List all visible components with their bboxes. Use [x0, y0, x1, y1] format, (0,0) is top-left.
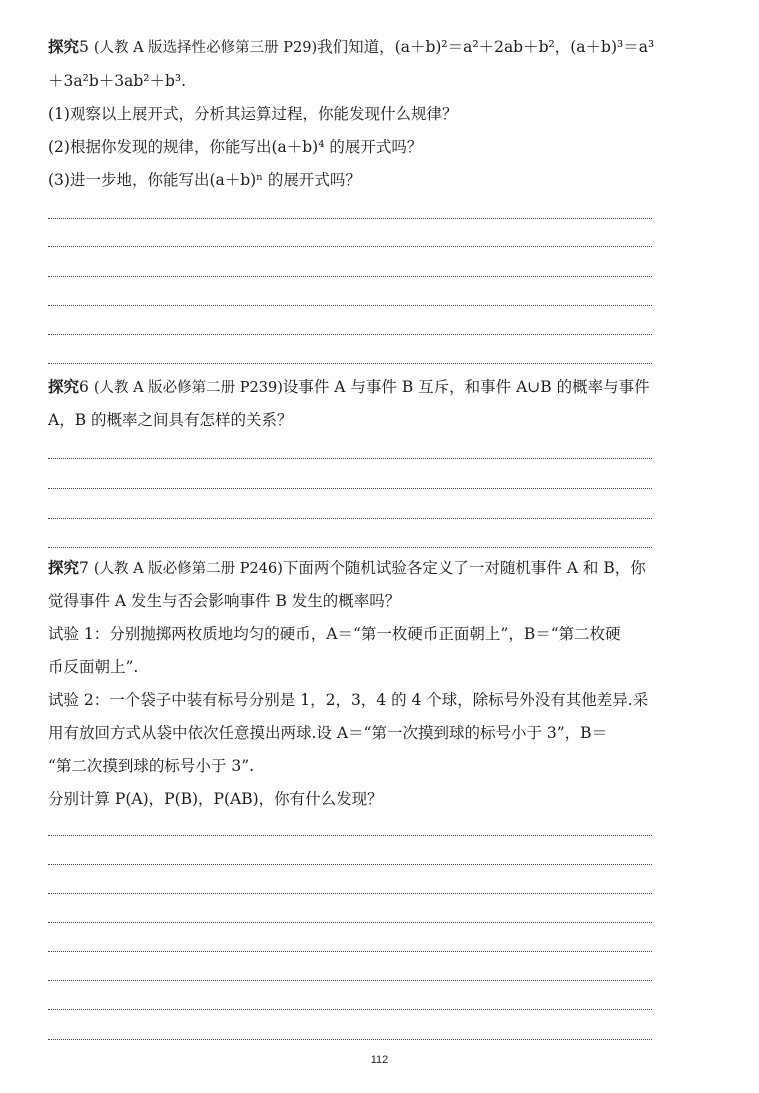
answer-line[interactable]: [48, 893, 652, 894]
answer-line[interactable]: [48, 246, 652, 247]
q7-line1: [48, 557, 646, 580]
answer-line[interactable]: [48, 1009, 652, 1010]
q5-part-2: (2)根据你发现的规律，你能写出(a＋b)⁴ 的展开式吗？: [48, 138, 423, 156]
q5-reference: (人教 A 版选择性必修第三册 P29): [93, 40, 318, 56]
q7-ask: 分别计算 P(A)，P(B)，P(AB)，你有什么发现？: [48, 790, 383, 808]
q5-text-2: ＋3a²b＋3ab²＋b³.: [48, 72, 187, 90]
q6-line1: [48, 376, 650, 399]
answer-line[interactable]: [48, 951, 652, 952]
q7-trial1-a: 试验 1：分别抛掷两枚质地均匀的硬币，A＝“第一枚硬币正面朝上”，B＝“第二枚硬: [48, 625, 621, 643]
q7-reference: (人教 A 版必修第二册 P246): [93, 561, 283, 577]
answer-line[interactable]: [48, 547, 652, 548]
answer-line[interactable]: [48, 980, 652, 981]
q5-part-1: (1)观察以上展开式，分析其运算过程，你能发现什么规律？: [48, 105, 458, 123]
q5-text-1: 我们知道，(a＋b)²＝a²＋2ab＋b²，(a＋b)³＝a³: [317, 38, 655, 56]
answer-line[interactable]: [48, 218, 652, 219]
q5-label: 探究: [48, 37, 80, 56]
q7-text-2: 觉得事件 A 发生与否会影响事件 B 发生的概率吗？: [48, 592, 401, 610]
q7-trial2-a: 试验 2：一个袋子中装有标号分别是 1，2，3，4 的 4 个球，除标号外没有其他差异.采: [48, 691, 649, 709]
answer-line[interactable]: [48, 305, 652, 306]
answer-line[interactable]: [48, 488, 652, 489]
q5-line1: [48, 36, 654, 59]
q7-number: 7: [79, 559, 89, 577]
answer-line[interactable]: [48, 458, 652, 459]
answer-line[interactable]: [48, 334, 652, 335]
answer-line[interactable]: [48, 276, 652, 277]
q7-trial2-c: “第二次摸到球的标号小于 3”.: [48, 757, 255, 775]
answer-line[interactable]: [48, 1039, 652, 1040]
q7-text-1: 下面两个随机试验各定义了一对随机事件 A 和 B，你: [282, 559, 646, 577]
answer-line[interactable]: [48, 518, 652, 519]
answer-line[interactable]: [48, 835, 652, 836]
answer-line[interactable]: [48, 922, 652, 923]
answer-line[interactable]: [48, 363, 652, 364]
q6-text-1: 设事件 A 与事件 B 互斥，和事件 A∪B 的概率与事件: [282, 378, 650, 396]
q7-label: 探究: [48, 558, 80, 577]
q5-part-3: (3)进一步地，你能写出(a＋b)ⁿ 的展开式吗？: [48, 171, 361, 189]
q7-trial2-b: 用有放回方式从袋中依次任意摸出两球.设 A＝“第一次摸到球的标号小于 3”，B＝: [48, 724, 608, 742]
page-number: 112: [370, 1054, 389, 1066]
q6-text-2: A，B 的概率之间具有怎样的关系？: [48, 411, 293, 429]
answer-line[interactable]: [48, 864, 652, 865]
q6-reference: (人教 A 版必修第二册 P239): [93, 380, 283, 396]
q6-label: 探究: [48, 377, 80, 396]
q7-trial1-b: 币反面朝上”.: [48, 658, 139, 676]
q5-number: 5: [79, 38, 89, 56]
q6-number: 6: [79, 378, 89, 396]
